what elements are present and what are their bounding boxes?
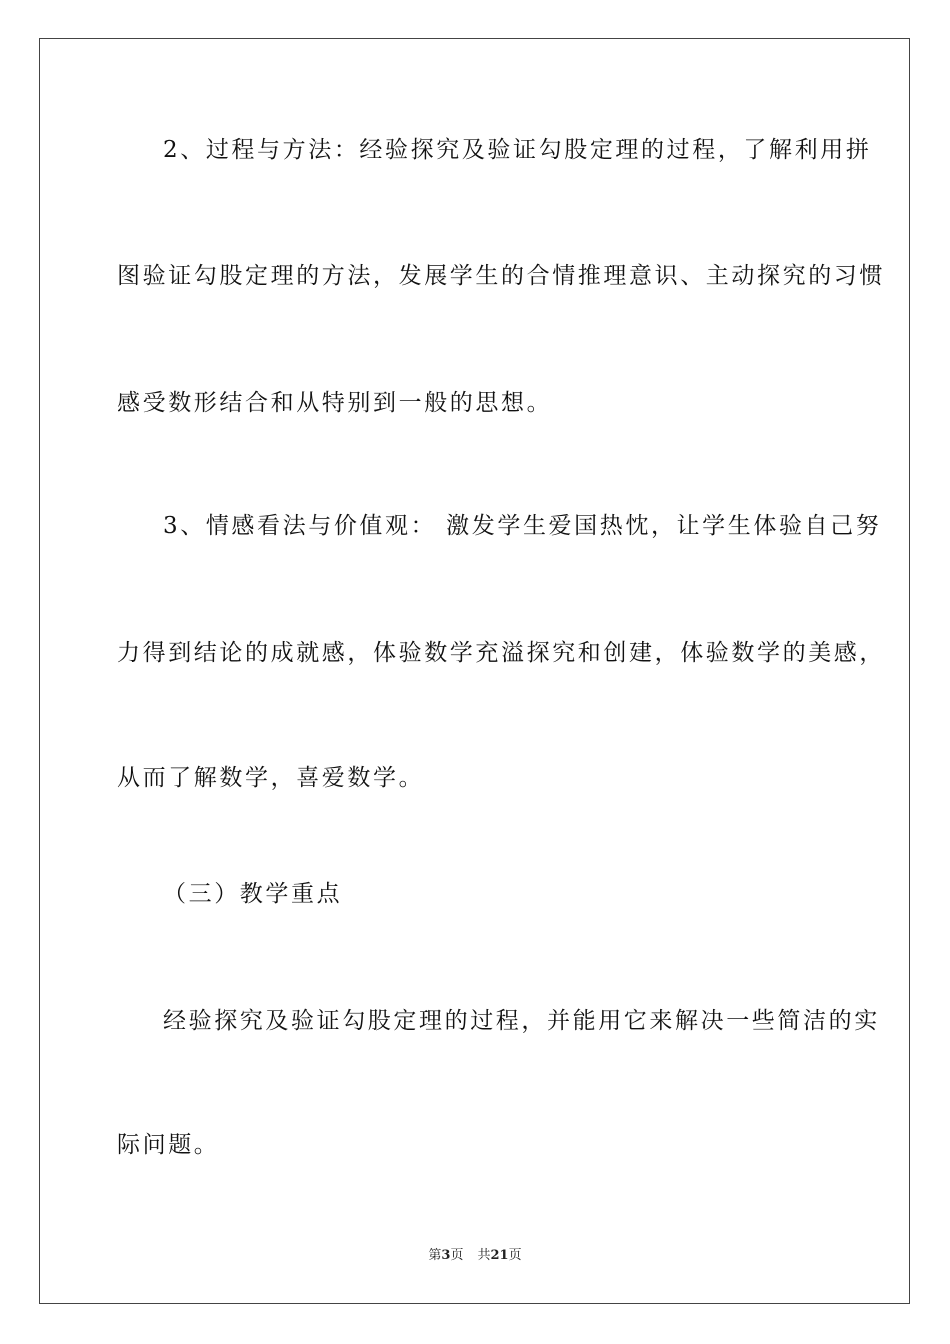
paragraph-line: 图验证勾股定理的方法，发展学生的合情推理意识、主动探究的习惯 bbox=[117, 263, 885, 289]
footer-page-prefix: 第 bbox=[428, 1248, 442, 1263]
section-heading-teaching-focus: （三）教学重点 bbox=[163, 881, 343, 907]
paragraph-line: 从而了解数学，喜爱数学。 bbox=[117, 765, 425, 791]
paragraph-line: 力得到结论的成就感，体验数学充溢探究和创建，体验数学的美感， bbox=[117, 640, 885, 666]
footer-total-suffix: 页 bbox=[508, 1248, 522, 1263]
page-border bbox=[39, 38, 910, 1304]
paragraph-line-emotion-values: 3、情感看法与价值观： 激发学生爱国热忱，让学生体验自己努 bbox=[163, 513, 882, 539]
paragraph-line: 感受数形结合和从特别到一般的思想。 bbox=[117, 390, 553, 416]
paragraph-line-process-methods: 2、过程与方法：经验探究及验证勾股定理的过程，了解利用拼 bbox=[163, 137, 872, 163]
paragraph-line: 际问题。 bbox=[117, 1132, 220, 1158]
paragraph-line-teaching-focus: 经验探究及验证勾股定理的过程，并能用它来解决一些简洁的实 bbox=[163, 1008, 880, 1034]
footer-page-suffix: 页 bbox=[450, 1248, 464, 1263]
footer-total-prefix: 共 bbox=[477, 1248, 491, 1263]
footer-total-pages: 21 bbox=[490, 1248, 509, 1263]
footer-page-number: 3 bbox=[441, 1248, 451, 1263]
page-footer bbox=[0, 1247, 950, 1265]
